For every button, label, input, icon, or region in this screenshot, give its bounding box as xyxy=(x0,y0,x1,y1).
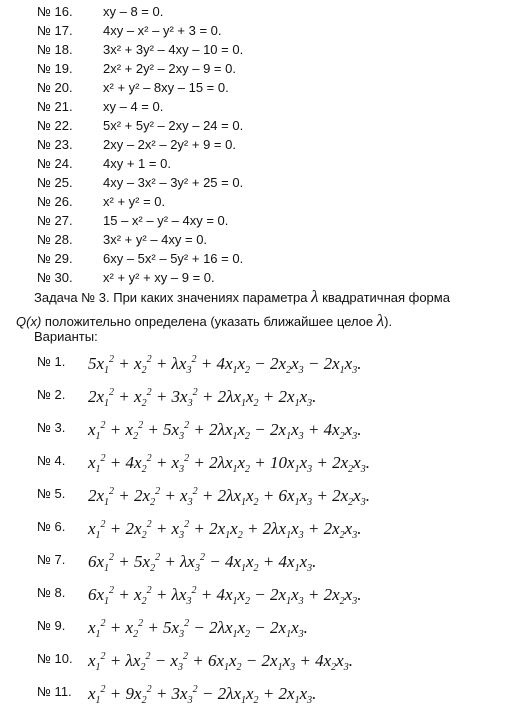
equation-number: № 25. xyxy=(37,175,73,190)
variant-number: № 5. xyxy=(37,486,66,501)
equation-text: 15 – x² – y² – 4xy = 0. xyxy=(103,213,229,228)
task-line-2 xyxy=(16,311,392,331)
equation-number: № 20. xyxy=(37,80,73,95)
variant-number: № 8. xyxy=(37,585,66,600)
lambda-symbol: λ xyxy=(311,287,319,306)
equation-number: № 21. xyxy=(37,99,73,114)
task-line-1 xyxy=(34,287,450,307)
quadratic-form: $2x_1^2 + x_2^2 + 3x_3^2 + 2\lambda x_1x_2 + 2x_1x_3$. xyxy=(88,387,317,409)
lambda-symbol: λ xyxy=(376,311,385,330)
quadratic-form: $x_1^2 + x_2^2 + 5x_3^2 + 2\lambda x_1x_2 - 2x_1x_3 + 4x_2x_3$. xyxy=(88,420,362,442)
equation-text: 4xy – 3x² – 3y² + 25 = 0. xyxy=(103,175,244,190)
q-function: Q(x) xyxy=(16,314,42,329)
quadratic-form: $2x_1^2 + 2x_2^2 + x_3^2 + 2\lambda x_1x_2 + 6x_1x_3 + 2x_2x_3$. xyxy=(88,486,370,508)
equation-number: № 26. xyxy=(37,194,73,209)
equation-number: № 30. xyxy=(37,270,73,285)
variant-number: № 3. xyxy=(37,420,66,435)
task-text: положительно определена (указать ближайшее целое xyxy=(44,314,374,329)
equation-text: 3x² + 3y² – 4xy – 10 = 0. xyxy=(103,42,244,57)
equation-text: 2x² + 2y² – 2xy – 9 = 0. xyxy=(103,61,236,76)
equation-text: 4xy + 1 = 0. xyxy=(103,156,171,171)
variant-number: № 10. xyxy=(37,651,73,666)
task-text: Задача № 3. При каких значениях параметра xyxy=(34,290,308,305)
quadratic-form: $5x_1^2 + x_2^2 + \lambda x_3^2 + 4x_1x_2 - 2x_2x_3 - 2x_1x_3$. xyxy=(88,354,362,376)
equation-number: № 24. xyxy=(37,156,73,171)
task-text: ). xyxy=(384,314,393,329)
variant-number: № 7. xyxy=(37,552,66,567)
quadratic-form: $x_1^2 + 9x_2^2 + 3x_3^2 - 2\lambda x_1x_2 + 2x_1x_3$. xyxy=(88,684,317,706)
quadratic-form: $6x_1^2 + 5x_2^2 + \lambda x_3^2 - 4x_1x_2 + 4x_1x_3$. xyxy=(88,552,317,574)
variant-number: № 1. xyxy=(37,354,66,369)
equation-number: № 28. xyxy=(37,232,73,247)
equation-number: № 29. xyxy=(37,251,73,266)
variant-number: № 6. xyxy=(37,519,66,534)
equation-text: 3x² + y² – 4xy = 0. xyxy=(103,232,208,247)
equation-number: № 19. xyxy=(37,61,73,76)
equation-text: 4xy – x² – y² + 3 = 0. xyxy=(103,23,222,38)
equation-number: № 18. xyxy=(37,42,73,57)
quadratic-form: $x_1^2 + \lambda x_2^2 - x_3^2 + 6x_1x_2 - 2x_1x_3 + 4x_2x_3$. xyxy=(88,651,353,673)
variant-number: № 2. xyxy=(37,387,66,402)
variant-number: № 9. xyxy=(37,618,66,633)
variant-number: № 11. xyxy=(37,684,72,699)
quadratic-form: $x_1^2 + 2x_2^2 + x_3^2 + 2x_1x_2 + 2\lambda x_1x_3 + 2x_2x_3$. xyxy=(88,519,362,541)
quadratic-form: $x_1^2 + x_2^2 + 5x_3^2 - 2\lambda x_1x_2 - 2x_1x_3$. xyxy=(88,618,308,640)
equation-text: xy – 4 = 0. xyxy=(103,99,164,114)
equation-text: x² + y² + xy – 9 = 0. xyxy=(103,270,215,285)
variants-label: Варианты: xyxy=(34,329,98,344)
variant-number: № 4. xyxy=(37,453,66,468)
task-text: квадратичная форма xyxy=(322,290,450,305)
equation-text: xy – 8 = 0. xyxy=(103,4,164,19)
equation-number: № 23. xyxy=(37,137,73,152)
quadratic-form: $x_1^2 + 4x_2^2 + x_3^2 + 2\lambda x_1x_2 + 10x_1x_3 + 2x_2x_3$. xyxy=(88,453,370,475)
quadratic-form: $6x_1^2 + x_2^2 + \lambda x_3^2 + 4x_1x_2 - 2x_1x_3 + 2x_2x_3$. xyxy=(88,585,362,607)
equation-text: 6xy – 5x² – 5y² + 16 = 0. xyxy=(103,251,244,266)
equation-number: № 27. xyxy=(37,213,73,228)
equation-text: x² + y² – 8xy – 15 = 0. xyxy=(103,80,229,95)
equation-number: № 16. xyxy=(37,4,73,19)
equation-text: x² + y² = 0. xyxy=(103,194,166,209)
equation-number: № 22. xyxy=(37,118,73,133)
equation-number: № 17. xyxy=(37,23,73,38)
equation-text: 5x² + 5y² – 2xy – 24 = 0. xyxy=(103,118,244,133)
equation-text: 2xy – 2x² – 2y² + 9 = 0. xyxy=(103,137,236,152)
